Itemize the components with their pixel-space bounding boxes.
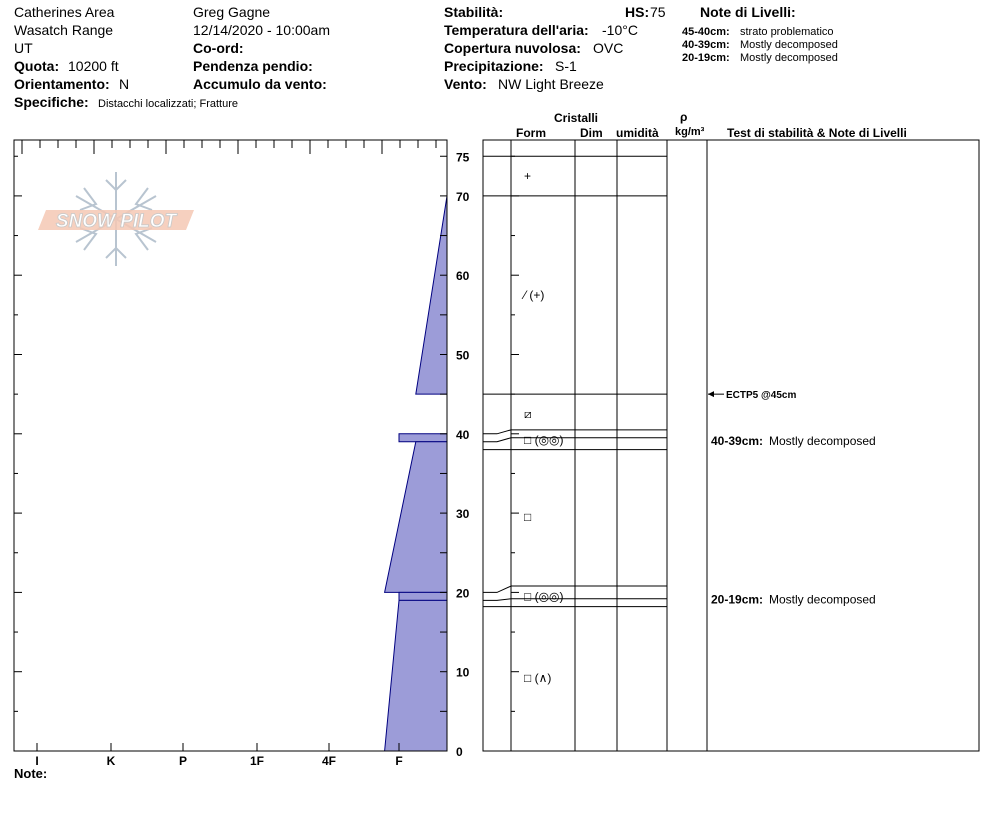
specifics-label: Specifiche: — [14, 94, 89, 110]
depth-tick-label: 30 — [456, 507, 470, 522]
hardness-tick-label: K — [106, 754, 116, 768]
layer-note-text: strato problematico — [740, 26, 834, 38]
depth-tick-label: 10 — [456, 665, 470, 680]
layer-connector — [483, 430, 511, 434]
hardness-tick-label: 4F — [321, 754, 337, 768]
comment-range: 20-19cm: — [711, 592, 764, 607]
grain-symbol: ⧄ — [524, 406, 532, 421]
depth-tick-label: 75 — [456, 150, 470, 165]
sky-value: OVC — [593, 40, 624, 56]
stability-test-label: ECTP5 @45cm — [726, 390, 797, 402]
range-text: Wasatch Range — [14, 22, 114, 38]
header-conditions — [444, 4, 666, 92]
layer-note-range: 20-19cm: — [682, 52, 730, 64]
hardness-tick-label: 1F — [249, 754, 265, 768]
air-temp-value: -10°C — [602, 22, 638, 38]
location-text: Catherines Area — [14, 4, 115, 20]
observer-text: Greg Gagne — [193, 4, 271, 20]
grain-symbol: □ (◎◎) — [524, 589, 564, 604]
hardness-tick-label: F — [395, 754, 403, 768]
aspect-value: N — [119, 76, 130, 92]
crystals-header: Cristalli — [554, 111, 599, 125]
hardness-profile — [385, 156, 447, 751]
form-header: Form — [516, 126, 546, 140]
header-middle — [193, 4, 330, 92]
depth-tick-label: 50 — [456, 348, 470, 363]
hardness-layer — [416, 196, 447, 394]
comment-text: Mostly decomposed — [769, 433, 876, 448]
wind-loading-label: Accumulo da vento: — [193, 76, 327, 92]
grain-symbols — [521, 169, 564, 685]
hardness-layer — [399, 434, 447, 442]
grain-symbol: + — [524, 169, 532, 184]
logo-text: SNOW PILOT — [55, 211, 177, 232]
specifics-value: Distacchi localizzati; Fratture — [98, 98, 238, 110]
layer-notes-list — [682, 4, 838, 64]
precip-value: S-1 — [555, 58, 577, 74]
tests-header: Test di stabilità & Note di Livelli — [727, 126, 907, 140]
depth-tick-label: 70 — [456, 189, 470, 204]
layer-comments — [711, 434, 876, 607]
coord-label: Co-ord: — [193, 40, 244, 56]
size-header: Dim — [580, 126, 603, 140]
depth-tick-label: 60 — [456, 269, 470, 284]
column-headers — [516, 110, 907, 140]
notes-label: Note: — [14, 766, 48, 781]
grain-symbol: □ — [524, 510, 532, 525]
grain-symbol: ⁄ (+) — [524, 288, 545, 303]
datetime-text: 12/14/2020 - 10:00am — [193, 22, 330, 38]
comment-range: 40-39cm: — [711, 433, 764, 448]
layer-connector — [483, 438, 511, 442]
depth-tick-label: 20 — [456, 586, 470, 601]
layer-connector — [483, 599, 511, 601]
elevation-label: Quota: — [14, 58, 60, 74]
air-temp-label: Temperatura dell'aria: — [444, 22, 589, 38]
precip-label: Precipitazione: — [444, 58, 544, 74]
hs-label: HS: — [625, 4, 650, 20]
hardness-tick-label: I — [35, 754, 39, 768]
layer-note-range: 40-39cm: — [682, 39, 730, 51]
hardness-tick-label: P — [178, 754, 188, 768]
state-text: UT — [14, 40, 33, 56]
grain-symbol: □ (◎◎) — [524, 433, 564, 448]
depth-tick-label: 40 — [456, 427, 470, 442]
slope-label: Pendenza pendio: — [193, 58, 313, 74]
wind-label: Vento: — [444, 76, 487, 92]
wind-value: NW Light Breeze — [498, 76, 604, 92]
moisture-header: umidità — [616, 126, 659, 140]
hardness-layer — [385, 442, 447, 593]
stability-tests — [708, 390, 796, 401]
test-arrow-head — [708, 391, 714, 397]
layer-connector — [483, 586, 511, 592]
top-tick-marks — [22, 140, 436, 154]
hardness-layer — [399, 592, 447, 600]
elevation-value: 10200 ft — [68, 58, 119, 74]
depth-tick-marks — [511, 156, 519, 751]
sky-label: Copertura nuvolosa: — [444, 40, 581, 56]
hs-value: 75 — [650, 4, 666, 20]
aspect-label: Orientamento: — [14, 76, 110, 92]
depth-tick-label: 0 — [456, 745, 463, 759]
density-unit-header: kg/m³ — [675, 126, 705, 138]
snowpilot-logo — [38, 172, 194, 266]
rho-header: ρ — [680, 110, 688, 124]
comment-text: Mostly decomposed — [769, 592, 876, 607]
layer-notes-title: Note di Livelli: — [700, 4, 796, 20]
hardness-layer — [385, 600, 447, 751]
layer-note-text: Mostly decomposed — [740, 39, 838, 51]
hardness-axis — [35, 743, 402, 768]
layer-note-text: Mostly decomposed — [740, 52, 838, 64]
layer-note-range: 45-40cm: — [682, 26, 730, 38]
stability-label: Stabilità: — [444, 4, 504, 20]
grain-symbol: □ (∧) — [524, 671, 552, 686]
